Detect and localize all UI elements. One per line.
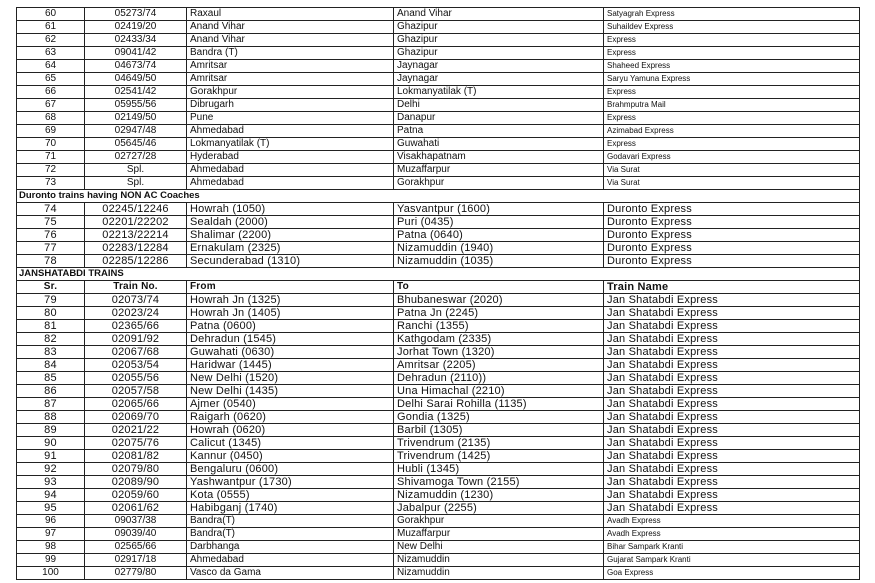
train-number-cell: 04649/50 (85, 73, 187, 86)
from-cell: Patna (0600) (187, 320, 394, 333)
train-number-cell: 02065/66 (85, 398, 187, 411)
from-cell: Amritsar (187, 60, 394, 73)
from-cell: Bandra(T) (187, 528, 394, 541)
train-name-cell: Via Surat (604, 177, 860, 190)
serial-cell: 89 (17, 424, 85, 437)
to-cell: Patna (394, 125, 604, 138)
serial-cell: 68 (17, 112, 85, 125)
serial-cell: 91 (17, 450, 85, 463)
table-row (17, 164, 860, 177)
table-row (17, 307, 860, 320)
table-row (17, 333, 860, 346)
train-number-cell: 02057/58 (85, 385, 187, 398)
to-cell: New Delhi (394, 541, 604, 554)
train-number-cell: 02541/42 (85, 86, 187, 99)
train-name-cell: Jan Shatabdi Express (604, 307, 860, 320)
serial-cell: 86 (17, 385, 85, 398)
to-cell: Nizamuddin (394, 554, 604, 567)
serial-cell: 80 (17, 307, 85, 320)
table-row (17, 34, 860, 47)
serial-cell: 100 (17, 567, 85, 580)
from-cell: Bandra(T) (187, 515, 394, 528)
train-name-cell: Jan Shatabdi Express (604, 359, 860, 372)
section-title: Duronto trains having NON AC Coaches (17, 190, 860, 203)
from-cell: Lokmanyatilak (T) (187, 138, 394, 151)
serial-cell: 82 (17, 333, 85, 346)
serial-cell: 85 (17, 372, 85, 385)
serial-cell: 92 (17, 463, 85, 476)
from-cell: Sealdah (2000) (187, 216, 394, 229)
from-cell: New Delhi (1520) (187, 372, 394, 385)
train-number-cell: 02201/22202 (85, 216, 187, 229)
train-name-cell: Avadh Express (604, 515, 860, 528)
from-cell: Calicut (1345) (187, 437, 394, 450)
serial-cell: 84 (17, 359, 85, 372)
serial-cell: 88 (17, 411, 85, 424)
train-number-cell: 02059/60 (85, 489, 187, 502)
serial-cell: 69 (17, 125, 85, 138)
table-row (17, 112, 860, 125)
table-row (17, 8, 860, 21)
train-number-cell: 09037/38 (85, 515, 187, 528)
train-name-cell: Jan Shatabdi Express (604, 333, 860, 346)
serial-cell: 66 (17, 86, 85, 99)
train-number-cell: Train No. (85, 281, 187, 294)
serial-cell: 97 (17, 528, 85, 541)
train-number-cell: 02021/22 (85, 424, 187, 437)
to-cell: Guwahati (394, 138, 604, 151)
train-number-cell: 02917/18 (85, 554, 187, 567)
from-cell: Ahmedabad (187, 164, 394, 177)
train-number-cell: 02283/12284 (85, 242, 187, 255)
train-number-cell: 05645/46 (85, 138, 187, 151)
from-cell: Amritsar (187, 73, 394, 86)
from-cell: Howrah (0620) (187, 424, 394, 437)
from-cell: Vasco da Gama (187, 567, 394, 580)
from-cell: Darbhanga (187, 541, 394, 554)
from-cell: Kannur (0450) (187, 450, 394, 463)
from-cell: Haridwar (1445) (187, 359, 394, 372)
from-cell: Dehradun (1545) (187, 333, 394, 346)
table-row (17, 515, 860, 528)
table-row (17, 47, 860, 60)
from-cell: New Delhi (1435) (187, 385, 394, 398)
table-row (17, 411, 860, 424)
serial-cell: 75 (17, 216, 85, 229)
from-cell: Howrah Jn (1325) (187, 294, 394, 307)
train-number-cell: 02061/62 (85, 502, 187, 515)
serial-cell: Sr. (17, 281, 85, 294)
table-row (17, 86, 860, 99)
train-name-cell: Bihar Sampark Kranti (604, 541, 860, 554)
from-cell: From (187, 281, 394, 294)
to-cell: Amritsar (2205) (394, 359, 604, 372)
from-cell: Pune (187, 112, 394, 125)
to-cell: Gondia (1325) (394, 411, 604, 424)
table-row (17, 528, 860, 541)
to-cell: Puri (0435) (394, 216, 604, 229)
train-name-cell: Jan Shatabdi Express (604, 437, 860, 450)
train-name-cell: Express (604, 138, 860, 151)
train-name-cell: Saryu Yamuna Express (604, 73, 860, 86)
train-name-cell: Jan Shatabdi Express (604, 476, 860, 489)
train-number-cell: 02067/68 (85, 346, 187, 359)
serial-cell: 90 (17, 437, 85, 450)
train-name-cell: Jan Shatabdi Express (604, 294, 860, 307)
train-number-cell: 02081/82 (85, 450, 187, 463)
table-row (17, 372, 860, 385)
train-name-cell: Shaheed Express (604, 60, 860, 73)
to-cell: Kathgodam (2335) (394, 333, 604, 346)
table-row (17, 346, 860, 359)
from-cell: Bandra (T) (187, 47, 394, 60)
from-cell: Raigarh (0620) (187, 411, 394, 424)
table-row (17, 99, 860, 112)
from-cell: Habibganj (1740) (187, 502, 394, 515)
from-cell: Ahmedabad (187, 125, 394, 138)
serial-cell: 81 (17, 320, 85, 333)
table-row (17, 203, 860, 216)
train-number-cell: 02073/74 (85, 294, 187, 307)
train-number-cell: 02433/34 (85, 34, 187, 47)
train-number-cell: 02023/24 (85, 307, 187, 320)
serial-cell: 73 (17, 177, 85, 190)
train-number-cell: 02075/76 (85, 437, 187, 450)
train-number-cell: 02565/66 (85, 541, 187, 554)
train-name-cell: Train Name (604, 281, 860, 294)
train-name-cell: Duronto Express (604, 255, 860, 268)
serial-cell: 76 (17, 229, 85, 242)
serial-cell: 60 (17, 8, 85, 21)
from-cell: Secunderabad (1310) (187, 255, 394, 268)
section-title-row (17, 268, 860, 281)
table-row (17, 437, 860, 450)
table-row (17, 489, 860, 502)
train-number-cell: 02069/70 (85, 411, 187, 424)
to-cell: Nizamuddin (1035) (394, 255, 604, 268)
serial-cell: 64 (17, 60, 85, 73)
table-row (17, 125, 860, 138)
table-row (17, 242, 860, 255)
train-number-cell: 02285/12286 (85, 255, 187, 268)
train-name-cell: Brahmputra Mail (604, 99, 860, 112)
from-cell: Shalimar (2200) (187, 229, 394, 242)
to-cell: Danapur (394, 112, 604, 125)
train-number-cell: 02365/66 (85, 320, 187, 333)
to-cell: Una Himachal (2210) (394, 385, 604, 398)
train-number-cell: 02213/22214 (85, 229, 187, 242)
train-name-cell: Duronto Express (604, 229, 860, 242)
train-number-cell: 02947/48 (85, 125, 187, 138)
to-cell: Trivendrum (1425) (394, 450, 604, 463)
to-cell: Jaynagar (394, 73, 604, 86)
to-cell: Ghazipur (394, 34, 604, 47)
train-name-cell: Jan Shatabdi Express (604, 398, 860, 411)
train-number-cell: 02149/50 (85, 112, 187, 125)
serial-cell: 94 (17, 489, 85, 502)
table-row (17, 567, 860, 580)
train-name-cell: Jan Shatabdi Express (604, 346, 860, 359)
serial-cell: 87 (17, 398, 85, 411)
train-number-cell: 02089/90 (85, 476, 187, 489)
to-cell: Muzaffarpur (394, 528, 604, 541)
to-cell: Muzaffarpur (394, 164, 604, 177)
train-number-cell: 09041/42 (85, 47, 187, 60)
serial-cell: 93 (17, 476, 85, 489)
table-row (17, 385, 860, 398)
from-cell: Ahmedabad (187, 177, 394, 190)
to-cell: Barbil (1305) (394, 424, 604, 437)
train-name-cell: Jan Shatabdi Express (604, 463, 860, 476)
serial-cell: 61 (17, 21, 85, 34)
train-number-cell: 02779/80 (85, 567, 187, 580)
train-name-cell: Express (604, 47, 860, 60)
serial-cell: 99 (17, 554, 85, 567)
train-name-cell: Via Surat (604, 164, 860, 177)
section-title: JANSHATABDI TRAINS (17, 268, 860, 281)
serial-cell: 95 (17, 502, 85, 515)
train-number-cell: 02053/54 (85, 359, 187, 372)
table-row (17, 60, 860, 73)
train-list-document (16, 7, 859, 580)
to-cell: Nizamuddin (394, 567, 604, 580)
from-cell: Anand Vihar (187, 34, 394, 47)
train-number-cell: 02419/20 (85, 21, 187, 34)
train-name-cell: Express (604, 86, 860, 99)
table-row (17, 359, 860, 372)
train-name-cell: Azimabad Express (604, 125, 860, 138)
train-name-cell: Godavari Express (604, 151, 860, 164)
train-name-cell: Jan Shatabdi Express (604, 502, 860, 515)
to-cell: Nizamuddin (1230) (394, 489, 604, 502)
to-cell: Visakhapatnam (394, 151, 604, 164)
from-cell: Ahmedabad (187, 554, 394, 567)
to-cell: Patna Jn (2245) (394, 307, 604, 320)
train-name-cell: Satyagrah Express (604, 8, 860, 21)
train-name-cell: Duronto Express (604, 242, 860, 255)
table-row (17, 320, 860, 333)
train-name-cell: Jan Shatabdi Express (604, 372, 860, 385)
table-row (17, 450, 860, 463)
to-cell: Jabalpur (2255) (394, 502, 604, 515)
train-number-cell: 09039/40 (85, 528, 187, 541)
from-cell: Anand Vihar (187, 21, 394, 34)
serial-cell: 71 (17, 151, 85, 164)
to-cell: Jaynagar (394, 60, 604, 73)
serial-cell: 98 (17, 541, 85, 554)
table-row (17, 21, 860, 34)
serial-cell: 70 (17, 138, 85, 151)
train-number-cell: 02727/28 (85, 151, 187, 164)
table-row (17, 255, 860, 268)
table-row (17, 177, 860, 190)
train-name-cell: Jan Shatabdi Express (604, 385, 860, 398)
to-cell: Ranchi (1355) (394, 320, 604, 333)
section-title-row (17, 190, 860, 203)
train-table (16, 7, 860, 580)
to-cell: Gorakhpur (394, 515, 604, 528)
from-cell: Gorakhpur (187, 86, 394, 99)
train-name-cell: Duronto Express (604, 203, 860, 216)
train-name-cell: Jan Shatabdi Express (604, 411, 860, 424)
to-cell: Gorakhpur (394, 177, 604, 190)
train-number-cell: 02245/12246 (85, 203, 187, 216)
serial-cell: 62 (17, 34, 85, 47)
from-cell: Yashwantpur (1730) (187, 476, 394, 489)
train-number-cell: 05955/56 (85, 99, 187, 112)
table-row (17, 398, 860, 411)
serial-cell: 79 (17, 294, 85, 307)
train-name-cell: Express (604, 112, 860, 125)
table-row (17, 554, 860, 567)
train-table-body (17, 8, 860, 580)
serial-cell: 65 (17, 73, 85, 86)
from-cell: Howrah (1050) (187, 203, 394, 216)
train-number-cell: Spl. (85, 164, 187, 177)
to-cell: Dehradun (2110)) (394, 372, 604, 385)
to-cell: Bhubaneswar (2020) (394, 294, 604, 307)
from-cell: Bengaluru (0600) (187, 463, 394, 476)
to-cell: Patna (0640) (394, 229, 604, 242)
to-cell: Shivamoga Town (2155) (394, 476, 604, 489)
table-row (17, 502, 860, 515)
train-name-cell: Jan Shatabdi Express (604, 320, 860, 333)
serial-cell: 72 (17, 164, 85, 177)
from-cell: Raxaul (187, 8, 394, 21)
to-cell: Delhi Sarai Rohilla (1135) (394, 398, 604, 411)
train-name-cell: Goa Express (604, 567, 860, 580)
table-row (17, 541, 860, 554)
train-number-cell: 05273/74 (85, 8, 187, 21)
from-cell: Ajmer (0540) (187, 398, 394, 411)
table-row (17, 216, 860, 229)
train-number-cell: 02079/80 (85, 463, 187, 476)
to-cell: Nizamuddin (1940) (394, 242, 604, 255)
train-name-cell: Jan Shatabdi Express (604, 450, 860, 463)
to-cell: Hubli (1345) (394, 463, 604, 476)
train-number-cell: 04673/74 (85, 60, 187, 73)
table-row (17, 424, 860, 437)
table-row (17, 463, 860, 476)
table-row (17, 138, 860, 151)
serial-cell: 77 (17, 242, 85, 255)
from-cell: Howrah Jn (1405) (187, 307, 394, 320)
to-cell: To (394, 281, 604, 294)
train-name-cell: Duronto Express (604, 216, 860, 229)
from-cell: Guwahati (0630) (187, 346, 394, 359)
table-row (17, 476, 860, 489)
serial-cell: 83 (17, 346, 85, 359)
to-cell: Delhi (394, 99, 604, 112)
table-row (17, 294, 860, 307)
serial-cell: 67 (17, 99, 85, 112)
train-number-cell: 02055/56 (85, 372, 187, 385)
serial-cell: 96 (17, 515, 85, 528)
to-cell: Trivendrum (2135) (394, 437, 604, 450)
train-name-cell: Express (604, 34, 860, 47)
to-cell: Lokmanyatilak (T) (394, 86, 604, 99)
to-cell: Yasvantpur (1600) (394, 203, 604, 216)
train-name-cell: Jan Shatabdi Express (604, 424, 860, 437)
train-name-cell: Avadh Express (604, 528, 860, 541)
table-row (17, 229, 860, 242)
train-number-cell: 02091/92 (85, 333, 187, 346)
from-cell: Ernakulam (2325) (187, 242, 394, 255)
train-number-cell: Spl. (85, 177, 187, 190)
train-name-cell: Jan Shatabdi Express (604, 489, 860, 502)
to-cell: Ghazipur (394, 21, 604, 34)
from-cell: Hyderabad (187, 151, 394, 164)
train-name-cell: Gujarat Sampark Kranti (604, 554, 860, 567)
serial-cell: 63 (17, 47, 85, 60)
serial-cell: 74 (17, 203, 85, 216)
serial-cell: 78 (17, 255, 85, 268)
table-row (17, 151, 860, 164)
to-cell: Jorhat Town (1320) (394, 346, 604, 359)
from-cell: Dibrugarh (187, 99, 394, 112)
table-row (17, 73, 860, 86)
table-header-row (17, 281, 860, 294)
from-cell: Kota (0555) (187, 489, 394, 502)
to-cell: Ghazipur (394, 47, 604, 60)
train-name-cell: Suhaildev Express (604, 21, 860, 34)
to-cell: Anand Vihar (394, 8, 604, 21)
